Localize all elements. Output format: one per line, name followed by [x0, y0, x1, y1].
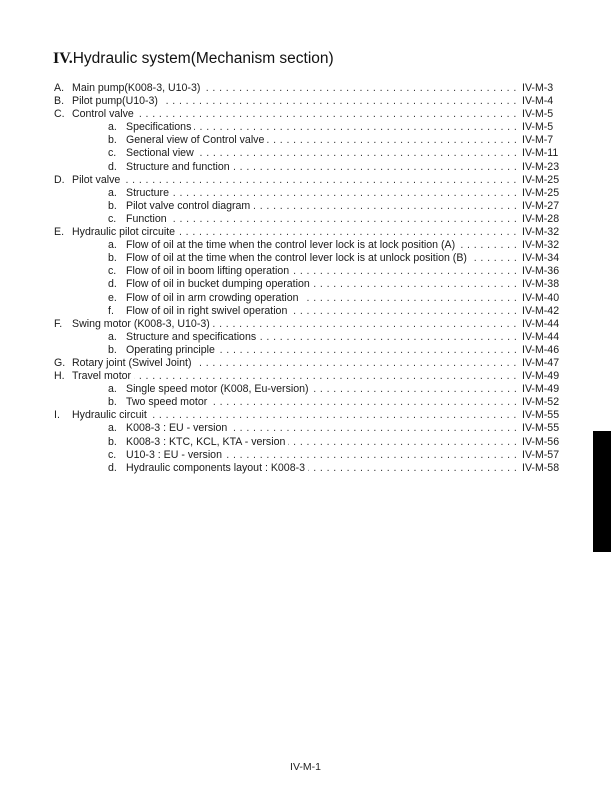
toc-entry-page: IV-M-46: [522, 343, 560, 356]
toc-entry-letter: B.: [54, 95, 65, 108]
toc-entry-letter: d.: [108, 461, 117, 474]
toc-entry-leader: [126, 331, 520, 344]
toc-entry-leader: [126, 200, 520, 213]
toc-entry-letter: a.: [108, 383, 117, 396]
toc-entry-title: Flow of oil in boom lifting operation: [126, 265, 292, 277]
toc-entry-leader: [126, 436, 520, 449]
section-thumb-tab: [593, 431, 611, 552]
toc-entry-page: IV-M-52: [522, 396, 560, 409]
toc-entry-title: Specifications: [126, 121, 194, 133]
toc-entry-page: IV-M-49: [522, 370, 560, 383]
toc-entry-leader: [126, 213, 520, 226]
table-of-contents: [0, 82, 611, 475]
toc-subentry[interactable]: [0, 292, 611, 305]
toc-entry-page: IV-M-57: [522, 448, 560, 461]
toc-entry-letter: G.: [54, 356, 66, 369]
toc-subentry[interactable]: [0, 239, 611, 252]
toc-entry-leader: [126, 305, 520, 318]
toc-entry[interactable]: [0, 174, 611, 187]
toc-entry-letter: D.: [54, 173, 65, 186]
toc-subentry[interactable]: [0, 449, 611, 462]
toc-entry-page: IV-M-40: [522, 291, 560, 304]
toc-subentry[interactable]: [0, 436, 611, 449]
toc-entry-title: Flow of oil at the time when the control lever lock is at unlock position (B): [126, 252, 470, 264]
toc-entry-letter: c.: [108, 212, 117, 225]
toc-subentry[interactable]: [0, 305, 611, 318]
toc-entry-letter: c.: [108, 147, 117, 160]
toc-entry-leader: [126, 344, 520, 357]
toc-subentry[interactable]: [0, 278, 611, 291]
toc-entry-letter: a.: [108, 186, 117, 199]
toc-entry-letter: c.: [108, 265, 117, 278]
toc-entry[interactable]: [0, 95, 611, 108]
toc-entry-title: Function: [126, 213, 170, 225]
toc-entry-title: Main pump(K008-3, U10-3): [72, 82, 203, 94]
toc-entry[interactable]: [0, 409, 611, 422]
toc-entry-leader: [126, 265, 520, 278]
toc-entry-letter: b.: [108, 435, 117, 448]
toc-entry-leader: [126, 383, 520, 396]
toc-subentry[interactable]: [0, 383, 611, 396]
toc-entry-title: Single speed motor (K008, Eu-version): [126, 383, 312, 395]
toc-entry-title: Hydraulic circuit: [72, 409, 150, 421]
toc-entry-page: IV-M-4: [522, 95, 554, 108]
toc-entry-letter: E.: [54, 226, 65, 239]
toc-entry-page: IV-M-27: [522, 199, 560, 212]
toc-entry-title: Control valve: [72, 108, 137, 120]
toc-entry-leader: [126, 187, 520, 200]
toc-entry-page: IV-M-28: [522, 212, 560, 225]
toc-entry[interactable]: [0, 370, 611, 383]
toc-entry-title: K008-3 : EU - version: [126, 422, 230, 434]
toc-entry-leader: [72, 95, 520, 108]
toc-entry-title: Flow of oil in bucket dumping operation: [126, 278, 313, 290]
toc-entry-page: IV-M-49: [522, 383, 560, 396]
toc-entry-leader: [126, 147, 520, 160]
toc-entry-page: IV-M-25: [522, 186, 560, 199]
toc-entry-letter: I.: [54, 409, 60, 422]
toc-entry-letter: b.: [108, 396, 117, 409]
toc-entry-page: IV-M-5: [522, 108, 554, 121]
toc-entry-page: IV-M-32: [522, 239, 560, 252]
toc-entry-leader: [72, 226, 520, 239]
toc-entry-leader: [126, 292, 520, 305]
toc-entry-letter: b.: [108, 134, 117, 147]
toc-subentry[interactable]: [0, 265, 611, 278]
toc-entry-title: K008-3 : KTC, KCL, KTA - version: [126, 436, 288, 448]
toc-entry-title: Structure and specifications: [126, 331, 259, 343]
toc-entry-title: Hydraulic components layout : K008-3: [126, 462, 308, 474]
toc-entry-leader: [126, 121, 520, 134]
toc-subentry[interactable]: [0, 121, 611, 134]
page-title: [53, 50, 334, 68]
toc-entry-leader: [126, 396, 520, 409]
toc-subentry[interactable]: [0, 344, 611, 357]
toc-entry-letter: b.: [108, 343, 117, 356]
toc-entry-leader: [72, 357, 520, 370]
toc-entry-page: IV-M-11: [522, 147, 559, 160]
toc-entry-leader: [126, 161, 520, 174]
toc-entry-page: IV-M-32: [522, 226, 560, 239]
toc-entry-page: IV-M-56: [522, 435, 560, 448]
toc-entry[interactable]: [0, 108, 611, 121]
toc-entry-title: Flow of oil at the time when the control lever lock is at lock position (A): [126, 239, 458, 251]
toc-subentry[interactable]: [0, 134, 611, 147]
toc-entry-title: Travel motor: [72, 370, 134, 382]
toc-entry-leader: [72, 108, 520, 121]
toc-entry-page: IV-M-3: [522, 82, 554, 94]
toc-entry-letter: a.: [108, 239, 117, 252]
toc-entry-leader: [72, 318, 520, 331]
toc-entry-page: IV-M-58: [522, 461, 560, 474]
toc-subentry[interactable]: [0, 462, 611, 475]
toc-entry-page: IV-M-47: [522, 356, 560, 369]
toc-entry-letter: H.: [54, 370, 65, 383]
toc-entry-page: IV-M-38: [522, 278, 560, 291]
toc-entry-page: IV-M-44: [522, 317, 560, 330]
toc-entry-letter: f.: [108, 304, 114, 317]
toc-subentry[interactable]: [0, 422, 611, 435]
toc-entry-title: Flow of oil in right swivel operation: [126, 305, 290, 317]
toc-entry-letter: b.: [108, 199, 117, 212]
toc-entry-leader: [126, 462, 520, 475]
toc-entry[interactable]: [0, 357, 611, 370]
toc-entry[interactable]: [0, 318, 611, 331]
toc-entry[interactable]: [0, 82, 611, 95]
toc-entry-title: U10-3 : EU - version: [126, 449, 225, 461]
toc-entry-letter: d.: [108, 278, 117, 291]
toc-subentry[interactable]: [0, 200, 611, 213]
toc-entry-letter: a.: [108, 330, 117, 343]
toc-subentry[interactable]: [0, 396, 611, 409]
section-title-text: Hydraulic system(Mechanism section): [72, 50, 334, 67]
toc-entry-title: Rotary joint (Swivel Joint): [72, 357, 195, 369]
toc-entry-letter: F.: [54, 317, 63, 330]
toc-entry-leader: [72, 82, 520, 95]
toc-entry-leader: [126, 449, 520, 462]
toc-entry-letter: d.: [108, 160, 117, 173]
toc-entry-leader: [126, 252, 520, 265]
toc-entry-title: Swing motor (K008-3, U10-3): [72, 318, 213, 330]
toc-entry-leader: [126, 278, 520, 291]
toc-subentry[interactable]: [0, 213, 611, 226]
toc-entry-leader: [126, 239, 520, 252]
toc-entry-title: Two speed motor: [126, 396, 210, 408]
toc-entry-letter: e.: [108, 291, 117, 304]
toc-entry-page: IV-M-55: [522, 422, 560, 435]
toc-entry-leader: [126, 422, 520, 435]
toc-entry-leader: [126, 134, 520, 147]
toc-entry-letter: b.: [108, 252, 117, 265]
toc-subentry[interactable]: [0, 187, 611, 200]
toc-entry-page: IV-M-7: [522, 134, 554, 147]
toc-entry-letter: c.: [108, 448, 117, 461]
toc-entry-page: IV-M-55: [522, 409, 560, 422]
toc-subentry[interactable]: [0, 161, 611, 174]
toc-entry-page: IV-M-36: [522, 265, 560, 278]
toc-entry-page: IV-M-42: [522, 304, 560, 317]
toc-entry-title: Flow of oil in arm crowding operation: [126, 292, 302, 304]
toc-entry[interactable]: [0, 226, 611, 239]
toc-entry-title: Hydraulic pilot circuite: [72, 226, 178, 238]
toc-subentry[interactable]: [0, 147, 611, 160]
toc-entry-page: IV-M-5: [522, 121, 554, 134]
toc-entry-letter: C.: [54, 108, 65, 121]
toc-entry-title: Sectional view: [126, 147, 197, 159]
toc-entry-title: Pilot pump(U10-3): [72, 95, 161, 107]
toc-entry-leader: [72, 174, 520, 187]
section-roman-numeral: IV.: [53, 50, 73, 67]
toc-entry-title: Pilot valve: [72, 174, 123, 186]
toc-entry-title: Operating principle: [126, 344, 218, 356]
toc-subentry[interactable]: [0, 331, 611, 344]
toc-entry-letter: a.: [108, 121, 117, 134]
toc-entry-title: General view of Control valve: [126, 134, 267, 146]
toc-entry-title: Pilot valve control diagram: [126, 200, 253, 212]
toc-entry-page: IV-M-25: [522, 173, 560, 186]
toc-entry-page: IV-M-23: [522, 160, 560, 173]
toc-entry-leader: [72, 409, 520, 422]
toc-entry-title: Structure: [126, 187, 172, 199]
toc-entry-page: IV-M-44: [522, 330, 560, 343]
toc-entry-letter: a.: [108, 422, 117, 435]
page-footer-number: IV-M-1: [290, 761, 321, 773]
toc-subentry[interactable]: [0, 252, 611, 265]
toc-entry-page: IV-M-34: [522, 252, 560, 265]
toc-entry-leader: [72, 370, 520, 383]
toc-entry-title: Structure and function: [126, 161, 233, 173]
toc-entry-letter: A.: [54, 82, 65, 94]
